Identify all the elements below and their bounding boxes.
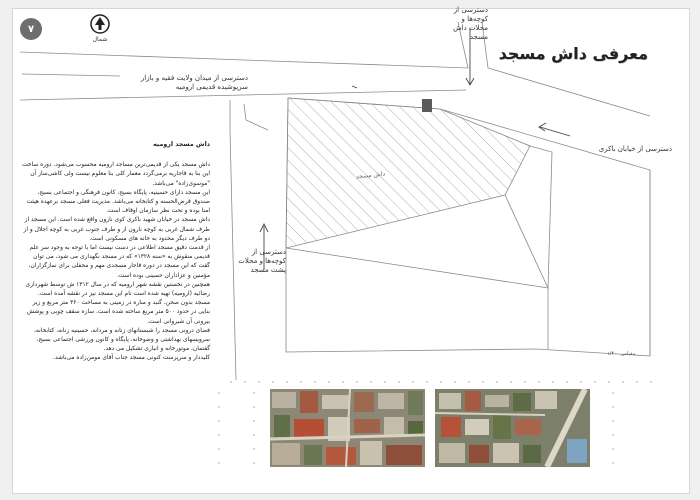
divider-dot [218, 392, 220, 394]
divider-dot [580, 381, 582, 383]
street-edge-top [20, 22, 468, 68]
description-paragraph: داش مسجد یکی از قدیمی‌ترین مساجد ارومیه محسوب می‌شود. دوره ساخت این بنا به قاجاریه برمی‌گردد معمار کلی بنا معلوم نیست ولی کاشی‌ساز آن "موسوی‌زاده" می‌باشد. [22, 162, 210, 187]
divider-dot [314, 381, 316, 383]
access-label-square: دسترسی از میدان ولایت فقیه و بازار سرپوشیده قدیمی ارومیه [140, 74, 248, 91]
description-title: داش مسجد ارومیه [153, 141, 210, 148]
divider-dot [538, 381, 540, 383]
divider-dot [218, 462, 220, 464]
divider-dot [412, 381, 414, 383]
divider-dot [468, 381, 470, 383]
divider-dot [328, 381, 330, 383]
divider-dot [384, 381, 386, 383]
divider-dot [398, 381, 400, 383]
divider-dot [524, 381, 526, 383]
scale-label: مقیاس ۱/۴۰۰ [607, 351, 636, 357]
divider-dot [253, 406, 255, 408]
divider-dot [454, 381, 456, 383]
divider-dot [356, 381, 358, 383]
description-paragraph: مسجد بدون صحن، گنبد و مناره در زمینی به مساحت ۳۶۰ متر مربع و زیر بنایی در حدود ۵۰۰ متر مربع ساخته شده است. سازه سقف چوبی و پوشش بیرونی آن شیروانی است. [26, 300, 210, 325]
divider-dot [612, 420, 614, 422]
divider-dot [612, 448, 614, 450]
divider-dot [510, 381, 512, 383]
description-block [20, 140, 210, 364]
divider-dot [342, 381, 344, 383]
access-label-top: دسترسی از کوچه‌ها و محلات داش مسجد [453, 6, 488, 41]
aerial-photo-right [435, 389, 590, 467]
divider-dot [552, 381, 554, 383]
divider-dot [594, 381, 596, 383]
divider-dot [650, 381, 652, 383]
divider-dot [612, 462, 614, 464]
access-label-baqeri: دسترسی از خیابان باکری [598, 145, 672, 153]
street-edge-right [482, 22, 650, 116]
description-paragraph: همچنین در نخستین نقشه شهر ارومیه که در سال ۱۳۱۲ ش توسط شهرداری رضائیه (ارومیه) تهیه شده است نام این مسجد نیز در نقشه آمده است. [25, 281, 210, 298]
divider-dot [608, 381, 610, 383]
divider-dot [253, 392, 255, 394]
divider-dot [636, 381, 638, 383]
divider-dot [286, 381, 288, 383]
divider-dot [244, 381, 246, 383]
description-paragraph: کلیددار و سرپرست کنونی مسجد جناب آقای مومن‌زاده می‌باشد. [53, 355, 210, 362]
divider-dot [258, 381, 260, 383]
divider-dot [253, 434, 255, 436]
divider-dot [612, 392, 614, 394]
aerial-photo-left [270, 389, 425, 467]
divider-dot [496, 381, 498, 383]
divider-dot [253, 420, 255, 422]
description-paragraph: این مسجد دارای حسینیه، پایگاه بسیج، کانون فرهنگی و اجتماعی بسیج، صندوق قرض‌الحسنه و کتابخانه می‌باشد. مدیریت فعلی مسجد برعهده هیئت امنا بوده و تحت نظر سازمان اوقاف است. [26, 189, 210, 215]
description-paragraph: فضای درونی مسجد را شبستانهای زنانه و مردانه، حسینیه زنانه، کتابخانه، سرویسهای بهداشتی و وضوخانه، پایگاه و کانون ورزشی اجتماعی بسیج، گفتمان، موتورخانه و انباری تشکیل می دهد. [34, 327, 210, 353]
divider-dot [253, 448, 255, 450]
description-paragraph: از قدمت دقیق مسجد اطلاعی در دست نیست اما با توجه به وجود سر علم قدیمی منقوش به «سنه ۱۳۲۸» که در مسجد نگهداری می شود، می توان گفت که این مسجد در دوره قاجار مسجدی مهم و محفلی برای نمازگزاران، مؤمنین و عزاداران حسینی بوده است. [28, 245, 210, 279]
divider-dot [440, 381, 442, 383]
arrow-right [540, 127, 570, 136]
divider-dot [426, 381, 428, 383]
divider-dot [622, 381, 624, 383]
page-title: معرفی داش مسجد [498, 44, 648, 63]
divider-dot [566, 381, 568, 383]
divider-dot [218, 434, 220, 436]
divider-dot [218, 420, 220, 422]
divider-dot [253, 462, 255, 464]
divider-dot [300, 381, 302, 383]
mosque-entrance-mark [422, 99, 432, 112]
divider-dot [482, 381, 484, 383]
description-paragraph: داش مسجد در خیابان شهید باکری کوی نارون واقع شده است. این مسجد از طرف شمال غربی به کوچه نارون از و طرف جنوب غربی به کوچه اجلال و از دو طرف دیگر محدود به خانه های مسکونی است. [23, 217, 210, 242]
mosque-label: داش مسجد [355, 170, 386, 181]
mosque-parcel [286, 98, 530, 248]
divider-dot [218, 448, 220, 450]
divider-dot [218, 406, 220, 408]
divider-dot [370, 381, 372, 383]
divider-dot [612, 434, 614, 436]
divider-dot [230, 381, 232, 383]
divider-dot [612, 406, 614, 408]
page-number-badge: ۷ [20, 18, 42, 40]
north-label: شمال [92, 36, 108, 43]
divider-dot [272, 381, 274, 383]
access-label-lower: دسترسی از کوچه‌ها و محلات پشت مسجد [238, 248, 286, 274]
